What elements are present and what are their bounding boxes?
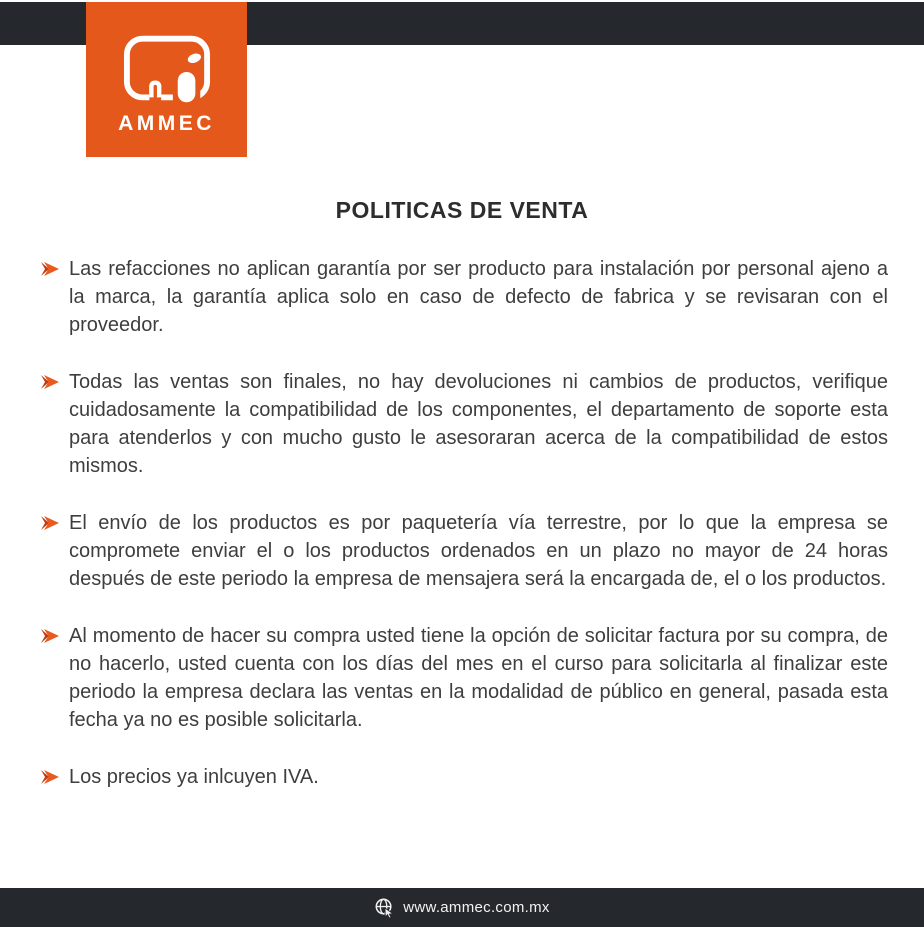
brand-logo — [86, 2, 247, 157]
policy-text: Al momento de hacer su compra usted tiene la opción de solicitar factura por su compra, de no hacerlo, usted cuenta con los días del mes en el curso para solicitarla al finalizar este periodo la empresa declara las ventas en la modalidad de público en general, pasada esta fecha ya no es posible solicitarla. — [69, 625, 888, 731]
policy-text: El envío de los productos es por paquetería vía terrestre, por lo que la empresa se compromete enviar el o los productos ordenados en un plazo no mayor de 24 horas después de este periodo la empresa de mensajera será la encargada de, el o los productos. — [69, 512, 888, 590]
policy-list — [40, 255, 888, 820]
arrow-right-icon — [40, 374, 60, 390]
policy-item — [40, 763, 888, 791]
policy-item — [40, 509, 888, 593]
arrow-right-icon — [40, 261, 60, 277]
arrow-right-icon — [40, 769, 60, 785]
page-title: POLITICAS DE VENTA — [335, 197, 589, 223]
policy-item — [40, 368, 888, 480]
policy-text: Todas las ventas son finales, no hay devoluciones ni cambios de productos, verifique cuidadosamente la compatibilidad de los componentes, el departamento de soporte esta para atenderlos y con mucho gusto le asesoraran acerca de la compatibilidad de estos mismos. — [69, 371, 888, 477]
arrow-right-icon — [40, 515, 60, 531]
arrow-right-icon — [40, 628, 60, 644]
footer-bar — [0, 888, 924, 927]
globe-cursor-icon — [374, 897, 395, 918]
policy-item — [40, 622, 888, 734]
policy-item — [40, 255, 888, 339]
elephant-icon — [123, 34, 211, 106]
policy-text: Los precios ya inlcuyen IVA. — [69, 766, 319, 788]
policy-text: Las refacciones no aplican garantía por ser producto para instalación por personal ajeno a la marca, la garantía aplica solo en caso de defecto de fabrica y se revisaran con el proveedor. — [69, 258, 888, 336]
website-url: www.ammec.com.mx — [403, 899, 550, 916]
brand-name: AMMEC — [118, 112, 215, 135]
